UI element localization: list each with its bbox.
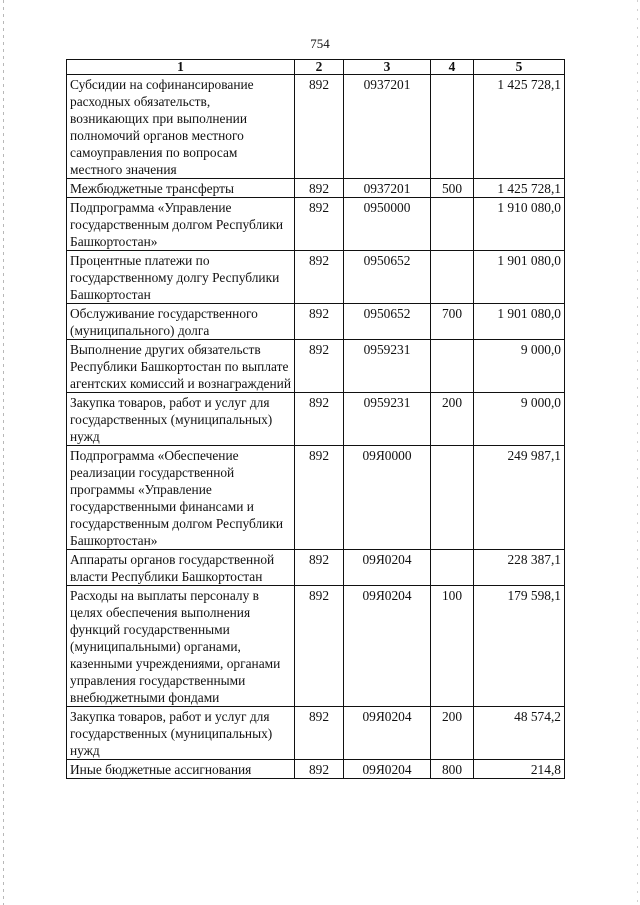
cell-vr: 700 — [431, 304, 474, 340]
cell-name: Закупка товаров, работ и услуг для государственных (муниципальных) нужд — [67, 707, 295, 760]
cell-vr — [431, 75, 474, 179]
cell-gr: 892 — [295, 340, 344, 393]
cell-sum: 1 425 728,1 — [474, 179, 565, 198]
cell-sum: 179 598,1 — [474, 586, 565, 707]
scan-edge-right — [637, 0, 638, 905]
table-row — [67, 446, 565, 550]
table-row — [67, 198, 565, 251]
cell-gr: 892 — [295, 760, 344, 779]
cell-cs: 09Я0204 — [344, 586, 431, 707]
cell-gr: 892 — [295, 304, 344, 340]
table-row — [67, 179, 565, 198]
cell-name: Выполнение других обязательств Республики Башкортостан по выплате агентских комиссий и вознаграждений — [67, 340, 295, 393]
cell-vr: 500 — [431, 179, 474, 198]
column-header-1: 1 — [67, 60, 295, 75]
table-header-row — [67, 60, 565, 75]
column-header-3: 3 — [344, 60, 431, 75]
cell-name: Расходы на выплаты персоналу в целях обеспечения выполнения функций государственными (муниципальными) органами, казенными учреждениями, органами управления государственными внебюджетными фондами — [67, 586, 295, 707]
cell-gr: 892 — [295, 707, 344, 760]
cell-cs: 0937201 — [344, 75, 431, 179]
cell-name: Субсидии на софинансирование расходных обязательств, возникающих при выполнении полномочий органов местного самоуправления по вопросам местного значения — [67, 75, 295, 179]
cell-vr: 100 — [431, 586, 474, 707]
cell-cs: 09Я0000 — [344, 446, 431, 550]
page-number: 754 — [310, 36, 330, 51]
cell-cs: 0959231 — [344, 340, 431, 393]
table-row — [67, 340, 565, 393]
cell-vr — [431, 198, 474, 251]
cell-sum: 1 425 728,1 — [474, 75, 565, 179]
table-body — [67, 75, 565, 779]
cell-sum: 228 387,1 — [474, 550, 565, 586]
cell-sum: 1 901 080,0 — [474, 251, 565, 304]
table-row — [67, 393, 565, 446]
cell-vr: 200 — [431, 707, 474, 760]
column-header-5: 5 — [474, 60, 565, 75]
cell-sum: 249 987,1 — [474, 446, 565, 550]
cell-sum: 48 574,2 — [474, 707, 565, 760]
cell-cs: 09Я0204 — [344, 707, 431, 760]
scan-edge-left — [3, 0, 4, 905]
table-row — [67, 304, 565, 340]
table-row — [67, 550, 565, 586]
cell-name: Иные бюджетные ассигнования — [67, 760, 295, 779]
cell-cs: 0950652 — [344, 251, 431, 304]
cell-sum: 9 000,0 — [474, 340, 565, 393]
cell-cs: 0937201 — [344, 179, 431, 198]
cell-cs: 09Я0204 — [344, 760, 431, 779]
cell-name: Подпрограмма «Обеспечение реализации государственной программы «Управление государственными финансами и государственным долгом Республики Башкортостан» — [67, 446, 295, 550]
cell-vr — [431, 550, 474, 586]
cell-name: Обслуживание государственного (муниципального) долга — [67, 304, 295, 340]
cell-cs: 0950652 — [344, 304, 431, 340]
cell-vr — [431, 446, 474, 550]
cell-name: Процентные платежи по государственному долгу Республики Башкортостан — [67, 251, 295, 304]
cell-vr: 800 — [431, 760, 474, 779]
cell-cs: 0959231 — [344, 393, 431, 446]
cell-sum: 9 000,0 — [474, 393, 565, 446]
cell-gr: 892 — [295, 251, 344, 304]
cell-gr: 892 — [295, 75, 344, 179]
table-row — [67, 75, 565, 179]
column-header-4: 4 — [431, 60, 474, 75]
cell-cs: 09Я0204 — [344, 550, 431, 586]
cell-sum: 214,8 — [474, 760, 565, 779]
cell-vr — [431, 251, 474, 304]
table-row — [67, 586, 565, 707]
cell-sum: 1 910 080,0 — [474, 198, 565, 251]
cell-gr: 892 — [295, 198, 344, 251]
cell-name: Аппараты органов государственной власти Республики Башкортостан — [67, 550, 295, 586]
table-row — [67, 251, 565, 304]
cell-vr — [431, 340, 474, 393]
cell-vr: 200 — [431, 393, 474, 446]
cell-gr: 892 — [295, 586, 344, 707]
cell-gr: 892 — [295, 446, 344, 550]
cell-gr: 892 — [295, 550, 344, 586]
cell-sum: 1 901 080,0 — [474, 304, 565, 340]
cell-gr: 892 — [295, 179, 344, 198]
cell-name: Закупка товаров, работ и услуг для государственных (муниципальных) нужд — [67, 393, 295, 446]
cell-name: Подпрограмма «Управление государственным долгом Республики Башкортостан» — [67, 198, 295, 251]
budget-table — [66, 59, 565, 779]
table-row — [67, 707, 565, 760]
cell-cs: 0950000 — [344, 198, 431, 251]
cell-name: Межбюджетные трансферты — [67, 179, 295, 198]
cell-gr: 892 — [295, 393, 344, 446]
table-row — [67, 760, 565, 779]
column-header-2: 2 — [295, 60, 344, 75]
